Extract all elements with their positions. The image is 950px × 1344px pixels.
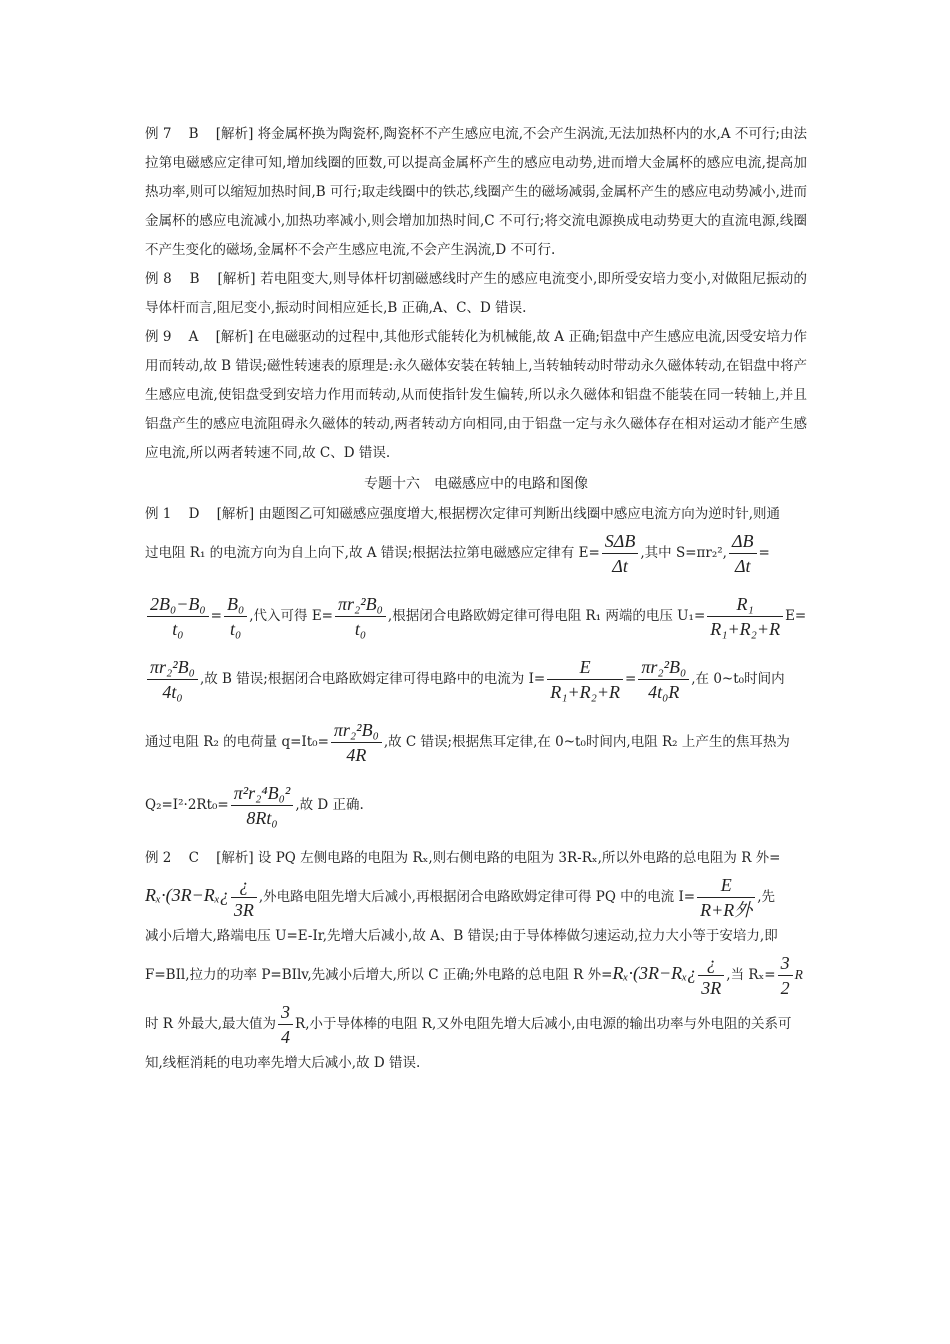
- numerator: 2B₀−B₀: [147, 592, 209, 617]
- answer-letter: C: [188, 850, 199, 866]
- analysis-text: 若电阻变大,则导体杆切割磁感线时产生的感应电流变小,即所受安培力变小,对做阻尼振动的导体杆而言,阻尼变小,振动时间相应延长,B 正确,A、C、D 错误.: [145, 271, 807, 316]
- example-label: 例 8: [145, 271, 172, 287]
- analysis-text: 设 PQ 左侧电路的电阻为 Rₓ,则右侧电路的电阻为 3R-Rₓ,所以外电路的总电阻为 R 外=: [257, 850, 781, 866]
- answer-letter: B: [188, 126, 199, 142]
- denominator: 4: [281, 1027, 291, 1047]
- text-run: E=: [785, 608, 807, 624]
- section-title: 专题十六 电磁感应中的电路和图像: [364, 476, 588, 492]
- numerator: SΔB: [602, 529, 639, 554]
- formula-run: Rₓ·(3R−Rₓ¿: [612, 963, 697, 983]
- formula-run: Rₓ·(3R−Rₓ¿: [145, 885, 229, 905]
- text-run: ,当 Rₓ=: [726, 967, 776, 983]
- example-label: 例 9: [145, 329, 172, 345]
- s2-line-1: [145, 844, 807, 873]
- example-8-paragraph: [145, 265, 807, 323]
- text-run: 通过电阻 R₂ 的电荷量 q=It₀=: [145, 734, 329, 750]
- s1-line-5: [145, 718, 807, 767]
- answer-letter: A: [188, 329, 199, 345]
- s2-line-4: [145, 951, 807, 1000]
- numerator: ¿: [698, 951, 724, 976]
- s1-line-2: [145, 529, 807, 578]
- document-page: [145, 120, 807, 1078]
- fraction-U1: [707, 592, 783, 641]
- fraction-2B0: [147, 592, 209, 641]
- fraction-I: [547, 655, 623, 704]
- analysis-text: 在电磁驱动的过程中,其他形式能转化为机械能,故 A 正确;铝盘中产生感应电流,因受安培力作用而转动,故 B 错误;磁性转速表的原理是:永久磁体安装在转轴上,当转轴转动时带动永久磁体转动,在铝盘中将产生感应电流,使铝盘受到安培力作用而转动,从而使指针发生偏转,所以永久磁体和铝盘不能装在同一转轴上,并且铝盘产生的感应电流阻碍永久磁体的转动,两者转动方向相同,由于铝盘一定与永久磁体存在相对运动才能产生感应电流,所以两者转速不同,故 C、D 错误.: [145, 329, 807, 461]
- fraction-3-2: [778, 951, 793, 1000]
- text-run: 时 R 外最大,最大值为: [145, 1016, 277, 1032]
- denominator: 4R: [346, 745, 367, 765]
- numerator: πr₂²B₀: [335, 592, 386, 617]
- numerator: E: [547, 655, 623, 680]
- text-run: F=BIl,拉力的功率 P=BIlv,先减小后增大,所以 C 正确;外电路的总电阻 R 外=: [145, 967, 613, 983]
- fraction-3R: [698, 951, 724, 1000]
- fraction-I: [697, 873, 755, 922]
- analysis-tag: [解析]: [217, 271, 256, 287]
- numerator: R₁: [707, 592, 783, 617]
- analysis-tag: [解析]: [216, 506, 255, 522]
- numerator: 3: [778, 951, 793, 976]
- denominator: R+R外: [700, 900, 753, 920]
- numerator: ¿: [231, 873, 257, 898]
- text-run: 过电阻 R₁ 的电流方向为自上向下,故 A 错误;根据法拉第电磁感应定律有 E=: [145, 545, 600, 561]
- numerator: E: [697, 873, 755, 898]
- analysis-tag: [解析]: [215, 126, 254, 142]
- numerator: B₀: [224, 592, 247, 617]
- answer-letter: B: [189, 271, 200, 287]
- fraction-B0: [224, 592, 247, 641]
- fraction-3R: [231, 873, 257, 922]
- text-run: =: [210, 608, 222, 624]
- text-run: R: [794, 967, 803, 982]
- text-run: R,小于导体棒的电阻 R,又外电阻先增大后减小,由电源的输出功率与外电阻的关系可: [295, 1016, 792, 1032]
- numerator: πr₂²B₀: [638, 655, 689, 680]
- numerator: πr₂²B₀: [147, 655, 198, 680]
- answer-letter: D: [188, 506, 200, 522]
- numerator: ΔB: [729, 529, 757, 554]
- s1-line-6: [145, 781, 807, 830]
- s2-line-2: [145, 873, 807, 922]
- denominator: R₁+R₂+R: [710, 619, 781, 639]
- text-run: ,外电路电阻先增大后减小,再根据闭合电路欧姆定律可得 PQ 中的电流 I=: [258, 889, 696, 905]
- denominator: 4t₀: [162, 682, 183, 702]
- fraction-Q2: [231, 781, 294, 830]
- text-run: Q₂=I²·2Rt₀=: [145, 797, 229, 813]
- s1-line-4: [145, 655, 807, 704]
- denominator: R₁+R₂+R: [550, 682, 621, 702]
- fraction-E: [335, 592, 386, 641]
- fraction-U1-value: [147, 655, 198, 704]
- example-7-paragraph: [145, 120, 807, 265]
- text-run: =: [758, 545, 770, 561]
- s2-line-3: 减小后增大,路端电压 U=E-Ir,先增大后减小,故 A、B 错误;由于导体棒做匀速运动,拉力大小等于安培力,即: [145, 928, 778, 944]
- numerator: 3: [278, 1000, 293, 1025]
- analysis-tag: [解析]: [215, 329, 254, 345]
- denominator: 8Rt₀: [246, 808, 278, 828]
- example-label: 例 2: [145, 850, 172, 866]
- fraction-emf: [602, 529, 639, 578]
- text-run: ,故 D 正确.: [295, 797, 364, 813]
- analysis-text: 由题图乙可知磁感应强度增大,根据楞次定律可判断出线圈中感应电流方向为逆时针,则通: [258, 506, 780, 522]
- text-run: ,故 C 错误;根据焦耳定律,在 0~t₀时间内,电阻 R₂ 上产生的焦耳热为: [383, 734, 790, 750]
- denominator: 3R: [233, 900, 254, 920]
- text-run: ,在 0~t₀时间内: [691, 671, 785, 687]
- text-run: ,代入可得 E=: [249, 608, 333, 624]
- analysis-text: 将金属杯换为陶瓷杯,陶瓷杯不产生感应电流,不会产生涡流,无法加热杯内的水,A 不可行;由法拉第电磁感应定律可知,增加线圈的匝数,可以提高金属杯产生的感应电动势,进而增大金属杯的感应电流,提高加热功率,则可以缩短加热时间,B 可行;取走线圈中的铁芯,线圈产生的磁场减弱,金属杯产生的感应电动势减小,进而金属杯的感应电流减小,加热功率减小,则会增加加热时间,C 不可行;将交流电源换成电动势更大的直流电源,线圈不产生变化的磁场,金属杯不会产生感应电流,不会产生涡流,D 不可行.: [145, 126, 807, 258]
- numerator: πr₂²B₀: [331, 718, 382, 743]
- denominator: Δt: [734, 556, 751, 576]
- denominator: 2: [780, 978, 790, 998]
- s1-line-1: [145, 500, 807, 529]
- denominator: 3R: [701, 978, 722, 998]
- denominator: 4t₀R: [648, 682, 680, 702]
- fraction-3-4: [278, 1000, 293, 1049]
- s1-line-3: [145, 592, 807, 641]
- example-9-paragraph: [145, 323, 807, 468]
- text-run: ,故 B 错误;根据闭合电路欧姆定律可得电路中的电流为 I=: [199, 671, 546, 687]
- text-run: ,其中 S=πr₂²,: [640, 545, 727, 561]
- example-label: 例 1: [145, 506, 172, 522]
- text-run: ,根据闭合电路欧姆定律可得电阻 R₁ 两端的电压 U₁=: [387, 608, 706, 624]
- s2-line-6: 知,线框消耗的电功率先增大后减小,故 D 错误.: [145, 1055, 421, 1071]
- example-label: 例 7: [145, 126, 172, 142]
- denominator: t₀: [172, 619, 184, 639]
- s2-line-5: [145, 1000, 807, 1049]
- numerator: π²r₂⁴B₀²: [231, 781, 294, 806]
- fraction-q: [331, 718, 382, 767]
- fraction-I-value: [638, 655, 689, 704]
- denominator: t₀: [229, 619, 242, 639]
- text-run: ,先: [757, 889, 776, 905]
- denominator: Δt: [612, 556, 628, 576]
- text-run: =: [625, 671, 637, 687]
- denominator: t₀: [354, 619, 367, 639]
- analysis-tag: [解析]: [216, 850, 254, 866]
- fraction-dB-dt: [729, 529, 757, 578]
